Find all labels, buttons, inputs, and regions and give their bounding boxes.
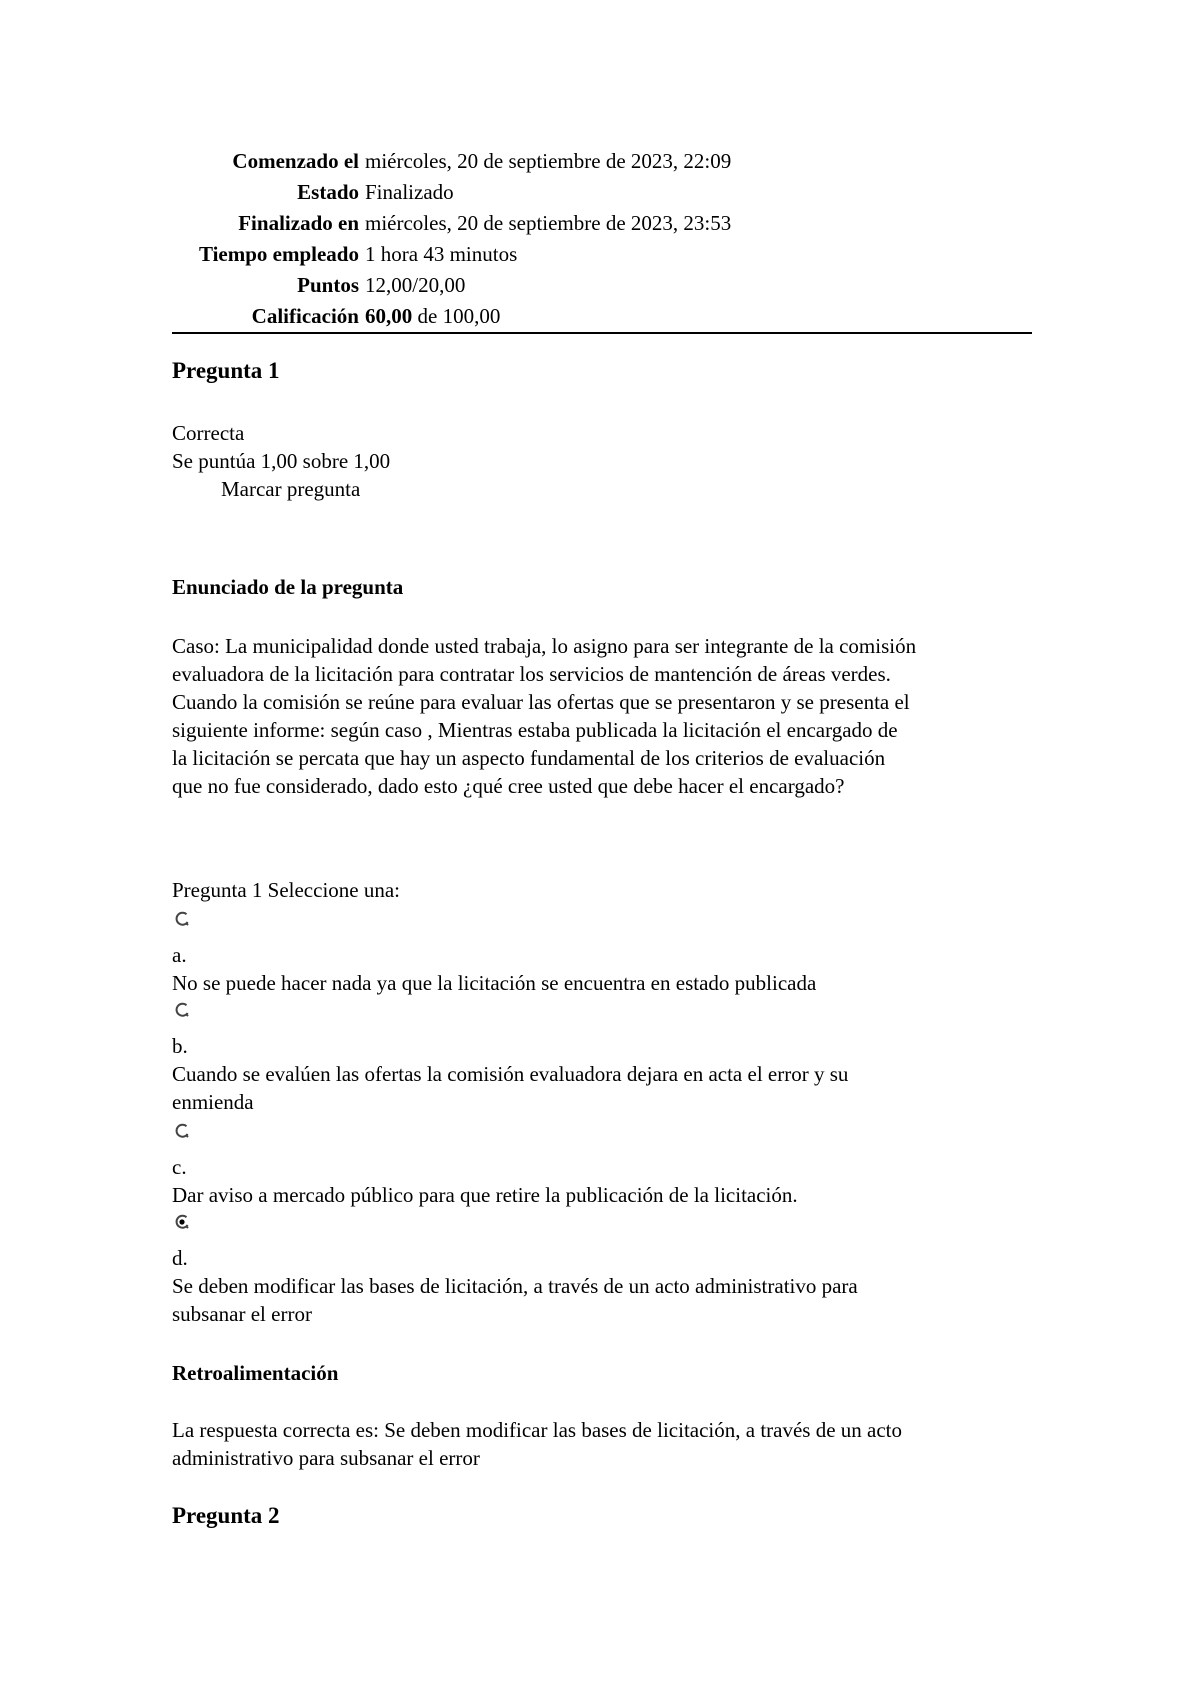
feedback-text [172, 1416, 1042, 1472]
statement-heading: Enunciado de la pregunta [172, 575, 404, 599]
radio-checked-icon [174, 1214, 190, 1230]
grade-suffix: de 100,00 [417, 304, 501, 328]
summary-label: Calificación [172, 301, 365, 333]
flag-question-link[interactable]: Marcar pregunta [221, 477, 361, 501]
summary-row-started [172, 146, 1032, 177]
statement-line: Cuando la comisión se reúne para evaluar las ofertas que se presentaron y se presenta el [172, 690, 910, 714]
option-a-text[interactable]: No se puede hacer nada ya que la licitación se encuentra en estado publicada [172, 971, 817, 995]
summary-value [365, 301, 1032, 333]
option-c-radio[interactable] [174, 1123, 188, 1137]
summary-value: Finalizado [365, 180, 454, 204]
summary-value: 12,00/20,00 [365, 273, 466, 297]
statement-line: Caso: La municipalidad donde usted trabaja, lo asigno para ser integrante de la comisión [172, 634, 917, 658]
summary-row-finished [172, 208, 1032, 239]
option-a-radio[interactable] [174, 911, 188, 925]
summary-value: miércoles, 20 de septiembre de 2023, 23:53 [365, 211, 732, 235]
option-c-letter: c. [172, 1155, 187, 1179]
statement-line: la licitación se percata que hay un aspecto fundamental de los criterios de evaluación [172, 746, 886, 770]
feedback-line: administrativo para subsanar el error [172, 1446, 480, 1470]
feedback-heading: Retroalimentación [172, 1361, 339, 1385]
summary-row-grade [172, 301, 1032, 333]
summary-label: Puntos [297, 273, 359, 297]
radio-unchecked-icon [174, 1002, 190, 1018]
attempt-summary-table [172, 146, 1032, 334]
option-d-letter: d. [172, 1246, 188, 1270]
answer-prompt: Pregunta 1 Seleccione una: [172, 878, 401, 902]
summary-label: Finalizado en [238, 211, 359, 235]
feedback-line: La respuesta correcta es: Se deben modificar las bases de licitación, a través de un acto [172, 1418, 903, 1442]
option-b-radio[interactable] [174, 1002, 188, 1016]
summary-row-state [172, 177, 1032, 208]
grade-score: 60,00 [365, 304, 413, 328]
option-d-radio[interactable] [174, 1214, 188, 1228]
option-d-text[interactable]: subsanar el error [172, 1302, 312, 1326]
radio-unchecked-icon [174, 911, 190, 927]
summary-value: miércoles, 20 de septiembre de 2023, 22:09 [365, 149, 732, 173]
summary-label: Comenzado el [232, 149, 359, 173]
summary-row-time [172, 239, 1032, 270]
option-b-text[interactable]: enmienda [172, 1090, 254, 1114]
question-2-title: Pregunta 2 [172, 1503, 280, 1528]
option-d-text[interactable]: Se deben modificar las bases de licitación, a través de un acto administrativo para [172, 1274, 858, 1298]
summary-value: 1 hora 43 minutos [365, 242, 518, 266]
option-b-text[interactable]: Cuando se evalúen las ofertas la comisión evaluadora dejara en acta el error y su [172, 1062, 849, 1086]
summary-row-points [172, 270, 1032, 301]
question-statement [172, 632, 1042, 800]
radio-unchecked-icon [174, 1123, 190, 1139]
question-1-status: Correcta [172, 421, 245, 445]
summary-label: Estado [297, 180, 359, 204]
statement-line: que no fue considerado, dado esto ¿qué cree usted que debe hacer el encargado? [172, 774, 845, 798]
option-b-letter: b. [172, 1034, 188, 1058]
question-1-score: Se puntúa 1,00 sobre 1,00 [172, 449, 391, 473]
question-1-title: Pregunta 1 [172, 358, 280, 383]
option-a-letter: a. [172, 943, 187, 967]
summary-label: Tiempo empleado [198, 242, 359, 266]
statement-line: siguiente informe: según caso , Mientras estaba publicada la licitación el encargado de [172, 718, 898, 742]
option-c-text[interactable]: Dar aviso a mercado público para que retire la publicación de la licitación. [172, 1183, 798, 1207]
statement-line: evaluadora de la licitación para contratar los servicios de mantención de áreas verdes. [172, 662, 891, 686]
